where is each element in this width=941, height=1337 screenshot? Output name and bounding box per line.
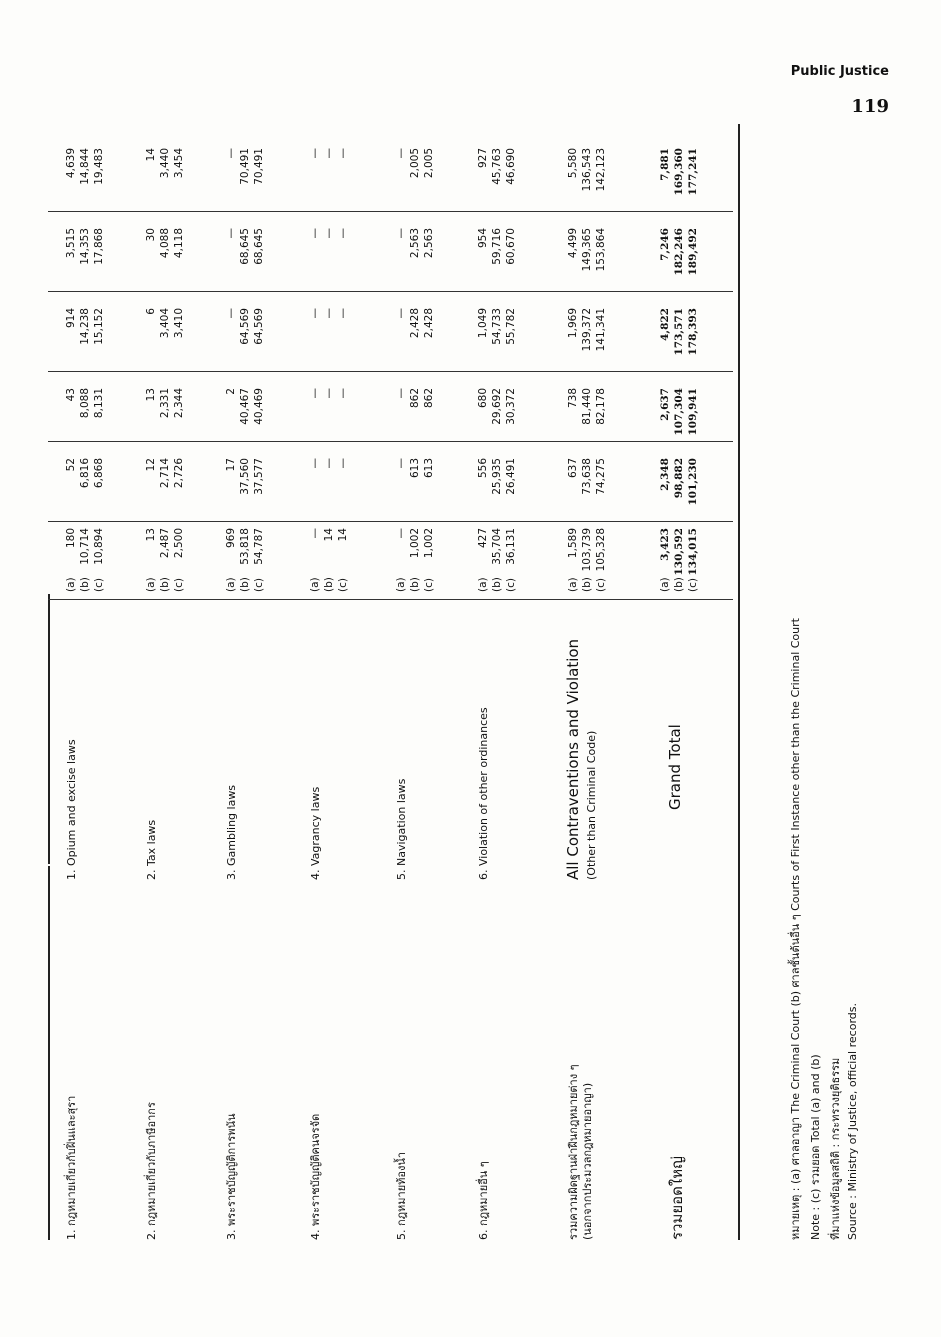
- table-cell: 173,571: [673, 308, 685, 356]
- table-cell: 149,365: [581, 228, 593, 272]
- table-cell: —: [337, 388, 349, 399]
- table-cell: 141,341: [595, 308, 607, 352]
- table-cell: —: [323, 228, 335, 239]
- table-cell: 969: [225, 528, 237, 549]
- table-cell: 68,645: [239, 228, 251, 265]
- table-cell: 98,882: [673, 458, 685, 499]
- table-cell: —: [323, 308, 335, 319]
- statistics-table: [48, 115, 733, 1240]
- row-label-english: 6. Violation of other ordinances: [477, 707, 490, 880]
- table-bottom-rule: [738, 124, 740, 1240]
- line-label: (a): [145, 577, 157, 592]
- table-cell: 64,569: [239, 308, 251, 345]
- table-cell: 2,726: [173, 458, 185, 489]
- table-cell: 1,049: [477, 308, 489, 339]
- table-cell: 2,005: [423, 148, 435, 179]
- table-cell: 6,868: [93, 458, 105, 489]
- line-label: (c): [93, 578, 105, 592]
- table-cell: 14,238: [79, 308, 91, 345]
- table-cell: 738: [567, 388, 579, 409]
- table-cell: —: [395, 458, 407, 469]
- row-label-thai-sub: (นอกจากประมวลกฎหมายอาญา): [581, 1082, 594, 1240]
- row-label-english: 5. Navigation laws: [395, 778, 408, 880]
- table-cell: —: [309, 308, 321, 319]
- column-separator: [48, 441, 733, 442]
- table-cell: —: [309, 458, 321, 469]
- table-cell: 2,637: [659, 388, 671, 421]
- table-cell: 14: [323, 528, 335, 542]
- table-cell: 2,500: [173, 528, 185, 559]
- table-cell: 70,491: [239, 148, 251, 185]
- table-cell: —: [395, 148, 407, 159]
- table-cell: —: [395, 308, 407, 319]
- table-cell: 52: [65, 458, 77, 472]
- table-cell: 109,941: [687, 388, 699, 436]
- table-cell: —: [395, 228, 407, 239]
- row-label-english: 4. Vagrancy laws: [309, 786, 322, 880]
- table-cell: 73,638: [581, 458, 593, 495]
- row-label-english: 1. Opium and excise laws: [65, 739, 78, 880]
- line-label: (a): [65, 577, 77, 592]
- row-label-english: 3. Gambling laws: [225, 784, 238, 880]
- table-cell: 105,328: [595, 528, 607, 572]
- table-cell: —: [337, 308, 349, 319]
- table-cell: 4,088: [159, 228, 171, 259]
- table-cell: 54,733: [491, 308, 503, 345]
- table-cell: 2,714: [159, 458, 171, 489]
- table-cell: 29,692: [491, 388, 503, 425]
- table-cell: 954: [477, 228, 489, 249]
- table-cell: 103,739: [581, 528, 593, 572]
- table-cell: 14: [145, 148, 157, 162]
- table-cell: —: [395, 528, 407, 539]
- table-cell: 30: [145, 228, 157, 242]
- table-cell: 37,577: [253, 458, 265, 495]
- table-cell: 4,639: [65, 148, 77, 179]
- table-cell: 30,372: [505, 388, 517, 425]
- table-cell: 4,822: [659, 308, 671, 341]
- row-label-thai: 5. กฎหมายท้องน้ำ: [395, 1151, 408, 1240]
- table-cell: 36,131: [505, 528, 517, 565]
- table-cell: 43: [65, 388, 77, 402]
- row-label-english: All Contraventions and Violation: [564, 638, 582, 880]
- table-cell: 142,123: [595, 148, 607, 192]
- table-cell: 14,844: [79, 148, 91, 185]
- table-cell: —: [225, 148, 237, 159]
- table-cell: 10,714: [79, 528, 91, 565]
- table-cell: 3,454: [173, 148, 185, 179]
- table-cell: —: [225, 228, 237, 239]
- table-cell: 46,690: [505, 148, 517, 185]
- table-cell: —: [309, 528, 321, 539]
- table-cell: 3,404: [159, 308, 171, 339]
- table-cell: 13: [145, 528, 157, 542]
- table-cell: 2,487: [159, 528, 171, 559]
- row-label-english: 2. Tax laws: [145, 819, 158, 880]
- row-label-thai: รวมยอดใหญ่: [668, 1156, 686, 1240]
- table-cell: 189,492: [687, 228, 699, 276]
- table-cell: 427: [477, 528, 489, 549]
- line-label: (b): [79, 577, 91, 592]
- table-cell: 55,782: [505, 308, 517, 345]
- table-cell: 64,569: [253, 308, 265, 345]
- table-cell: 53,818: [239, 528, 251, 565]
- table-cell: 70,491: [253, 148, 265, 185]
- table-cell: —: [309, 228, 321, 239]
- page-number: 119: [851, 96, 889, 117]
- table-cell: 19,483: [93, 148, 105, 185]
- line-label: (a): [659, 577, 671, 592]
- table-cell: 8,131: [93, 388, 105, 419]
- table-cell: 134,015: [687, 528, 699, 576]
- table-cell: 68,645: [253, 228, 265, 265]
- table-cell: 12: [145, 458, 157, 472]
- line-label: (b): [239, 577, 251, 592]
- table-cell: 914: [65, 308, 77, 329]
- table-cell: 7,881: [659, 148, 671, 181]
- footnote-line-3: ที่มาแห่งข้อมูลสถิติ : กระทรวงยุติธรรม: [829, 1057, 842, 1240]
- table-cell: 182,246: [673, 228, 685, 276]
- table-cell: —: [309, 388, 321, 399]
- table-cell: 6: [145, 308, 157, 315]
- table-cell: —: [337, 228, 349, 239]
- table-cell: 17,868: [93, 228, 105, 265]
- table-cell: 14: [337, 528, 349, 542]
- column-separator: [48, 371, 733, 372]
- table-cell: 40,469: [253, 388, 265, 425]
- table-cell: 169,360: [673, 148, 685, 196]
- table-cell: —: [309, 148, 321, 159]
- row-label-thai: 6. กฎหมายอื่น ๆ: [477, 1161, 490, 1240]
- table-cell: 927: [477, 148, 489, 169]
- table-cell: —: [323, 458, 335, 469]
- table-cell: 136,543: [581, 148, 593, 192]
- table-cell: 54,787: [253, 528, 265, 565]
- table-cell: 130,592: [673, 528, 685, 576]
- table-cell: 13: [145, 388, 157, 402]
- table-cell: 177,241: [687, 148, 699, 196]
- table-cell: 1,589: [567, 528, 579, 559]
- row-label-english-sub: (Other than Criminal Code): [585, 730, 598, 880]
- section-title: Public Justice: [790, 64, 889, 79]
- table-cell: 8,088: [79, 388, 91, 419]
- line-label: (a): [395, 577, 407, 592]
- table-cell: —: [323, 148, 335, 159]
- line-label: (c): [337, 578, 349, 592]
- column-separator: [48, 211, 733, 212]
- table-cell: 153,864: [595, 228, 607, 272]
- table-cell: 2,005: [409, 148, 421, 179]
- table-cell: 637: [567, 458, 579, 479]
- table-cell: 180: [65, 528, 77, 549]
- table-cell: 556: [477, 458, 489, 479]
- table-cell: 680: [477, 388, 489, 409]
- table-cell: 82,178: [595, 388, 607, 425]
- table-cell: 2,331: [159, 388, 171, 419]
- table-cell: 17: [225, 458, 237, 472]
- table-cell: 613: [423, 458, 435, 479]
- line-label: (b): [323, 577, 335, 592]
- line-label: (c): [423, 578, 435, 592]
- table-cell: 59,716: [491, 228, 503, 265]
- table-cell: 2: [225, 388, 237, 395]
- footnote-line-2: Note : (c) รวมยอด Total (a) and (b): [809, 1054, 822, 1240]
- line-label: (c): [253, 578, 265, 592]
- table-cell: 3,515: [65, 228, 77, 259]
- table-cell: 25,935: [491, 458, 503, 495]
- table-cell: 862: [409, 388, 421, 409]
- line-label: (b): [491, 577, 503, 592]
- line-label: (b): [159, 577, 171, 592]
- table-cell: 7,246: [659, 228, 671, 261]
- table-cell: 1,969: [567, 308, 579, 339]
- table-cell: 1,002: [423, 528, 435, 559]
- line-label: (a): [309, 577, 321, 592]
- footnote-line-4: Source : Ministry of Justice, official records.: [846, 1003, 859, 1240]
- table-cell: —: [323, 388, 335, 399]
- row-label-thai: 2. กฎหมายเกี่ยวกับภาษีอากร: [145, 1102, 158, 1240]
- table-cell: 2,563: [409, 228, 421, 259]
- table-cell: 2,428: [409, 308, 421, 339]
- table-cell: 2,348: [659, 458, 671, 491]
- table-cell: 37,560: [239, 458, 251, 495]
- table-cell: 10,894: [93, 528, 105, 565]
- table-cell: 6,816: [79, 458, 91, 489]
- table-cell: 74,275: [595, 458, 607, 495]
- table-cell: 14,353: [79, 228, 91, 265]
- table-cell: —: [337, 148, 349, 159]
- table-cell: —: [395, 388, 407, 399]
- table-cell: 613: [409, 458, 421, 479]
- table-cell: 81,440: [581, 388, 593, 425]
- table-cell: 26,491: [505, 458, 517, 495]
- line-label: (c): [173, 578, 185, 592]
- table-cell: 3,423: [659, 528, 671, 561]
- line-label: (b): [673, 577, 685, 592]
- footnotes: [776, 240, 896, 1240]
- line-label: (a): [477, 577, 489, 592]
- line-label: (c): [687, 578, 699, 592]
- table-cell: —: [337, 458, 349, 469]
- row-label-english: Grand Total: [666, 724, 684, 810]
- line-label: (b): [409, 577, 421, 592]
- table-cell: 3,410: [173, 308, 185, 339]
- line-label: (a): [225, 577, 237, 592]
- table-cell: 4,118: [173, 228, 185, 259]
- line-label: (c): [595, 578, 607, 592]
- table-cell: 40,467: [239, 388, 251, 425]
- table-cell: 15,152: [93, 308, 105, 345]
- table-cell: 2,428: [423, 308, 435, 339]
- table-cell: 45,763: [491, 148, 503, 185]
- table-cell: 139,372: [581, 308, 593, 352]
- table-cell: 35,704: [491, 528, 503, 565]
- table-cell: 2,563: [423, 228, 435, 259]
- row-label-thai: 4. พระราชบัญญัติคนจรจัด: [309, 1113, 322, 1240]
- row-label-thai: 3. พระราชบัญญัติการพนัน: [225, 1113, 238, 1240]
- table-cell: 60,670: [505, 228, 517, 265]
- table-cell: 1,002: [409, 528, 421, 559]
- table-cell: 3,440: [159, 148, 171, 179]
- line-label: (a): [567, 577, 579, 592]
- footnote-line-1: หมายเหตุ : (a) ศาลอาญา The Criminal Court (b) ศาลชั้นต้นอื่น ๆ Courts of First Instance other than the Criminal Court: [789, 618, 802, 1240]
- row-label-thai: รวมความผิดฐานฝ่าฝืนกฎหมายต่าง ๆ: [567, 1064, 580, 1240]
- row-label-thai: 1. กฎหมายเกี่ยวกับฝิ่นและสุรา: [65, 1095, 78, 1240]
- table-cell: —: [225, 308, 237, 319]
- column-separator: [48, 599, 733, 600]
- table-cell: 2,344: [173, 388, 185, 419]
- table-cell: 4,499: [567, 228, 579, 259]
- table-cell: 862: [423, 388, 435, 409]
- line-label: (c): [505, 578, 517, 592]
- table-cell: 5,580: [567, 148, 579, 179]
- table-cell: 107,304: [673, 388, 685, 436]
- column-separator: [48, 521, 733, 522]
- line-label: (b): [581, 577, 593, 592]
- table-cell: 178,393: [687, 308, 699, 356]
- table-cell: 101,230: [687, 458, 699, 506]
- column-separator: [48, 291, 733, 292]
